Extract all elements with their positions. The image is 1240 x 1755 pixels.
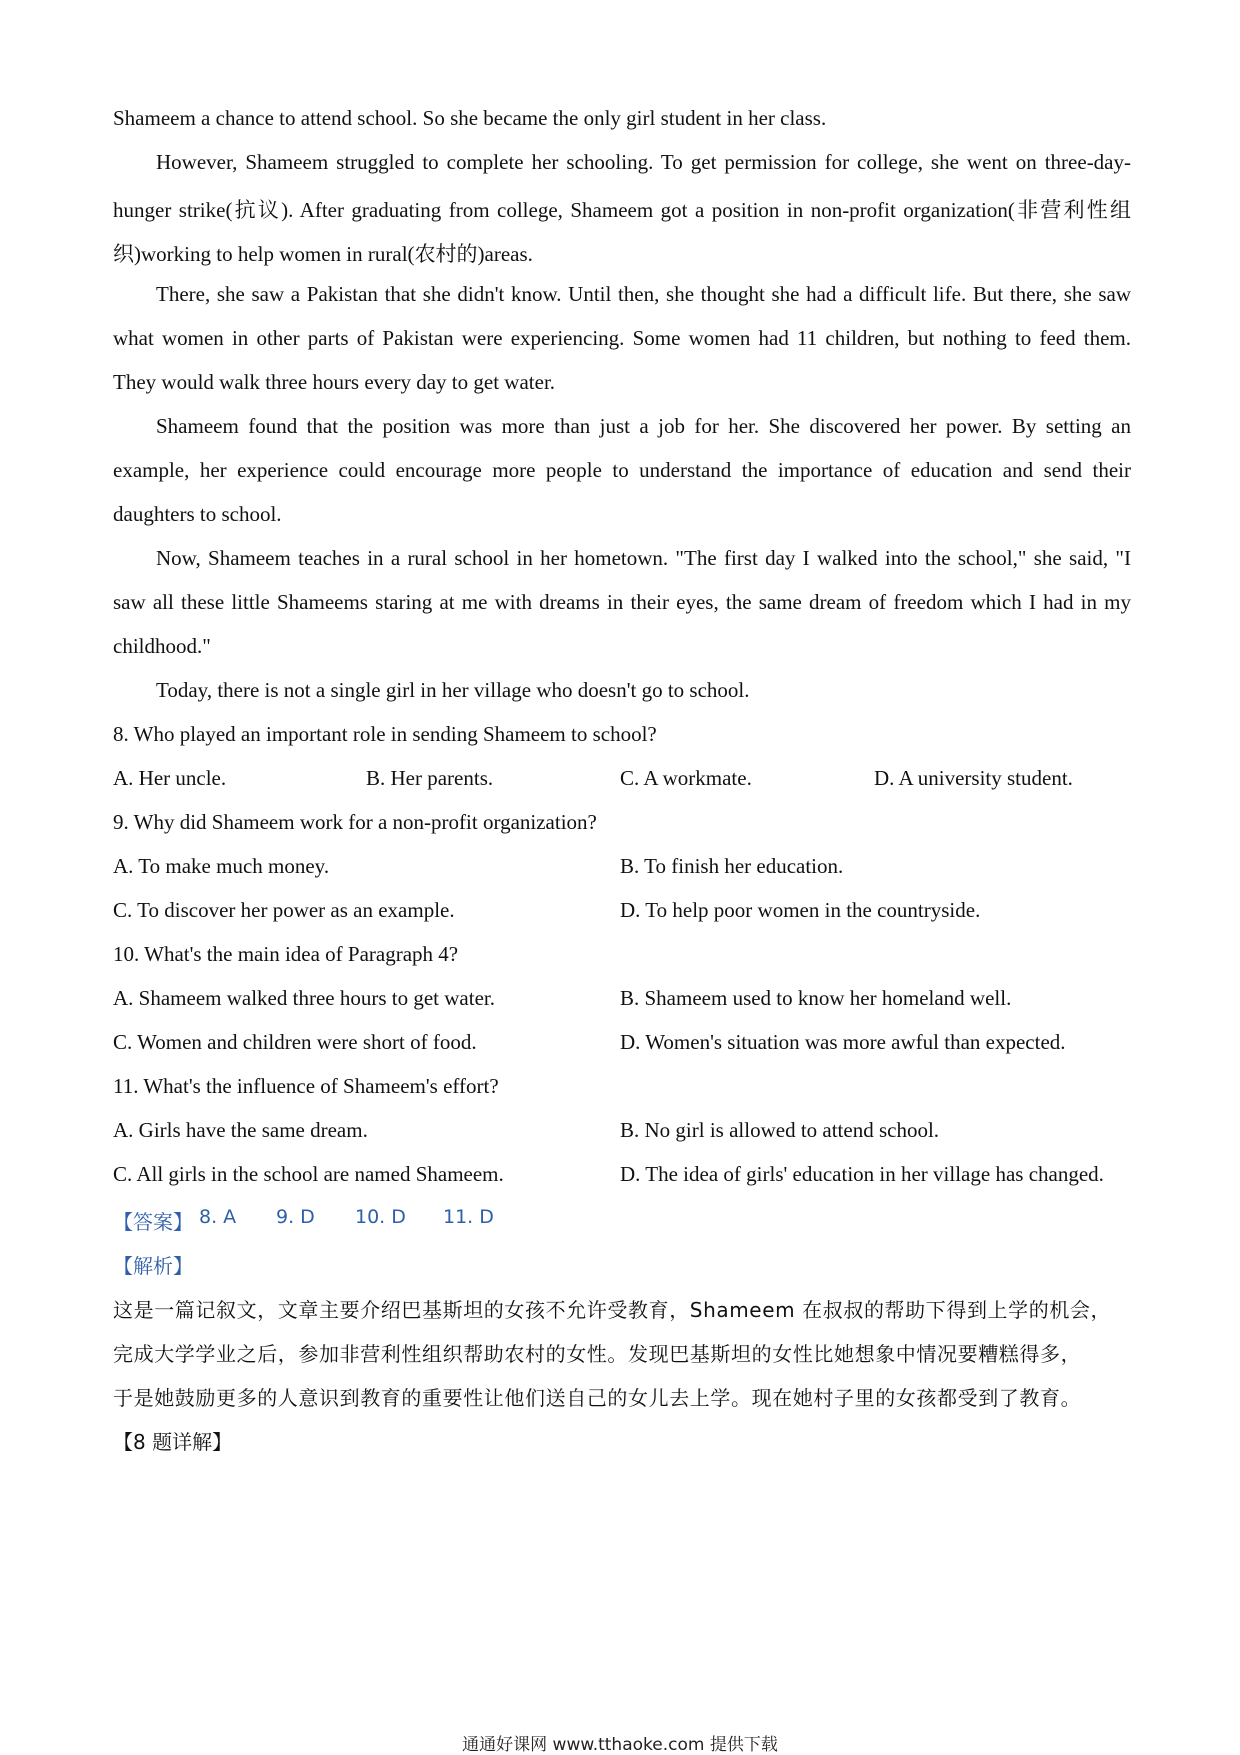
paragraph-line: hunger strike(抗议). After graduating from college, Shameem got a position in non-profit organization(非营利性组 xyxy=(113,198,1131,222)
paragraph-line: There, she saw a Pakistan that she didn't know. Until then, she thought she had a difficult life. But there, she saw xyxy=(156,282,1131,306)
paragraph-line: example, her experience could encourage more people to understand the importance of education and send their xyxy=(113,458,1131,482)
paragraph-line: daughters to school. xyxy=(113,502,282,526)
q11-option-d: D. The idea of girls' education in her village has changed. xyxy=(620,1162,1104,1186)
question-9: 9. Why did Shameem work for a non-profit organization? xyxy=(113,810,597,834)
paragraph-line: childhood." xyxy=(113,634,211,658)
answer-label: 【答案】 xyxy=(113,1210,193,1234)
q11-option-c: C. All girls in the school are named Shameem. xyxy=(113,1162,504,1186)
paragraph-line: However, Shameem struggled to complete her schooling. To get permission for college, she went on three-day- xyxy=(156,150,1131,174)
analysis-label: 【解析】 xyxy=(113,1254,193,1278)
q9-option-a: A. To make much money. xyxy=(113,854,330,878)
question-10: 10. What's the main idea of Paragraph 4? xyxy=(113,942,459,966)
answer-8: 8. A xyxy=(199,1206,237,1228)
q9-option-d: D. To help poor women in the countryside. xyxy=(620,898,981,922)
q11-option-b: B. No girl is allowed to attend school. xyxy=(620,1118,940,1142)
q10-option-a: A. Shameem walked three hours to get water. xyxy=(113,986,495,1010)
answer-11: 11. D xyxy=(443,1206,494,1228)
q10-option-b: B. Shameem used to know her homeland well. xyxy=(620,986,1012,1010)
q8-option-d: D. A university student. xyxy=(874,766,1073,790)
paragraph-line: They would walk three hours every day to get water. xyxy=(113,370,556,394)
q8-option-c: C. A workmate. xyxy=(620,766,752,790)
paragraph-line: Shameem a chance to attend school. So she became the only girl student in her class. xyxy=(113,106,827,130)
answer-9: 9. D xyxy=(276,1206,315,1228)
paragraph-line: Shameem found that the position was more than just a job for her. She discovered her power. By setting an xyxy=(156,414,1131,438)
answer-10: 10. D xyxy=(355,1206,406,1228)
q10-option-c: C. Women and children were short of food. xyxy=(113,1030,477,1054)
paragraph-line: Now, Shameem teaches in a rural school in her hometown. "The first day I walked into the school," she said, "I xyxy=(156,546,1131,570)
paragraph-line: Today, there is not a single girl in her village who doesn't go to school. xyxy=(156,678,750,702)
q9-option-b: B. To finish her education. xyxy=(620,854,844,878)
q9-option-c: C. To discover her power as an example. xyxy=(113,898,455,922)
q8-option-a: A. Her uncle. xyxy=(113,766,227,790)
paragraph-line: 织)working to help women in rural(农村的)areas. xyxy=(113,242,533,266)
question-11: 11. What's the influence of Shameem's effort? xyxy=(113,1074,499,1098)
footer-source: 通通好课网 www.tthaoke.com 提供下载 xyxy=(462,1735,778,1755)
paragraph-line: saw all these little Shameems staring at me with dreams in their eyes, the same dream of freedom which I had in my xyxy=(113,590,1131,614)
analysis-line: 完成大学学业之后，参加非营利性组织帮助农村的女性。发现巴基斯坦的女性比她想象中情况要糟糕得多， xyxy=(113,1342,1082,1366)
q11-option-a: A. Girls have the same dream. xyxy=(113,1118,368,1142)
detail-label-8: 【8 题详解】 xyxy=(113,1430,233,1454)
analysis-line: 这是一篇记叙文，文章主要介绍巴基斯坦的女孩不允许受教育，Shameem 在叔叔的帮助下得到上学的机会， xyxy=(113,1298,1112,1322)
q8-option-b: B. Her parents. xyxy=(366,766,494,790)
question-8: 8. Who played an important role in sending Shameem to school? xyxy=(113,722,657,746)
q10-option-d: D. Women's situation was more awful than expected. xyxy=(620,1030,1066,1054)
paragraph-line: what women in other parts of Pakistan were experiencing. Some women had 11 children, but nothing to feed them. xyxy=(113,326,1131,350)
analysis-line: 于是她鼓励更多的人意识到教育的重要性让他们送自己的女儿去上学。现在她村子里的女孩都受到了教育。 xyxy=(113,1386,1082,1410)
